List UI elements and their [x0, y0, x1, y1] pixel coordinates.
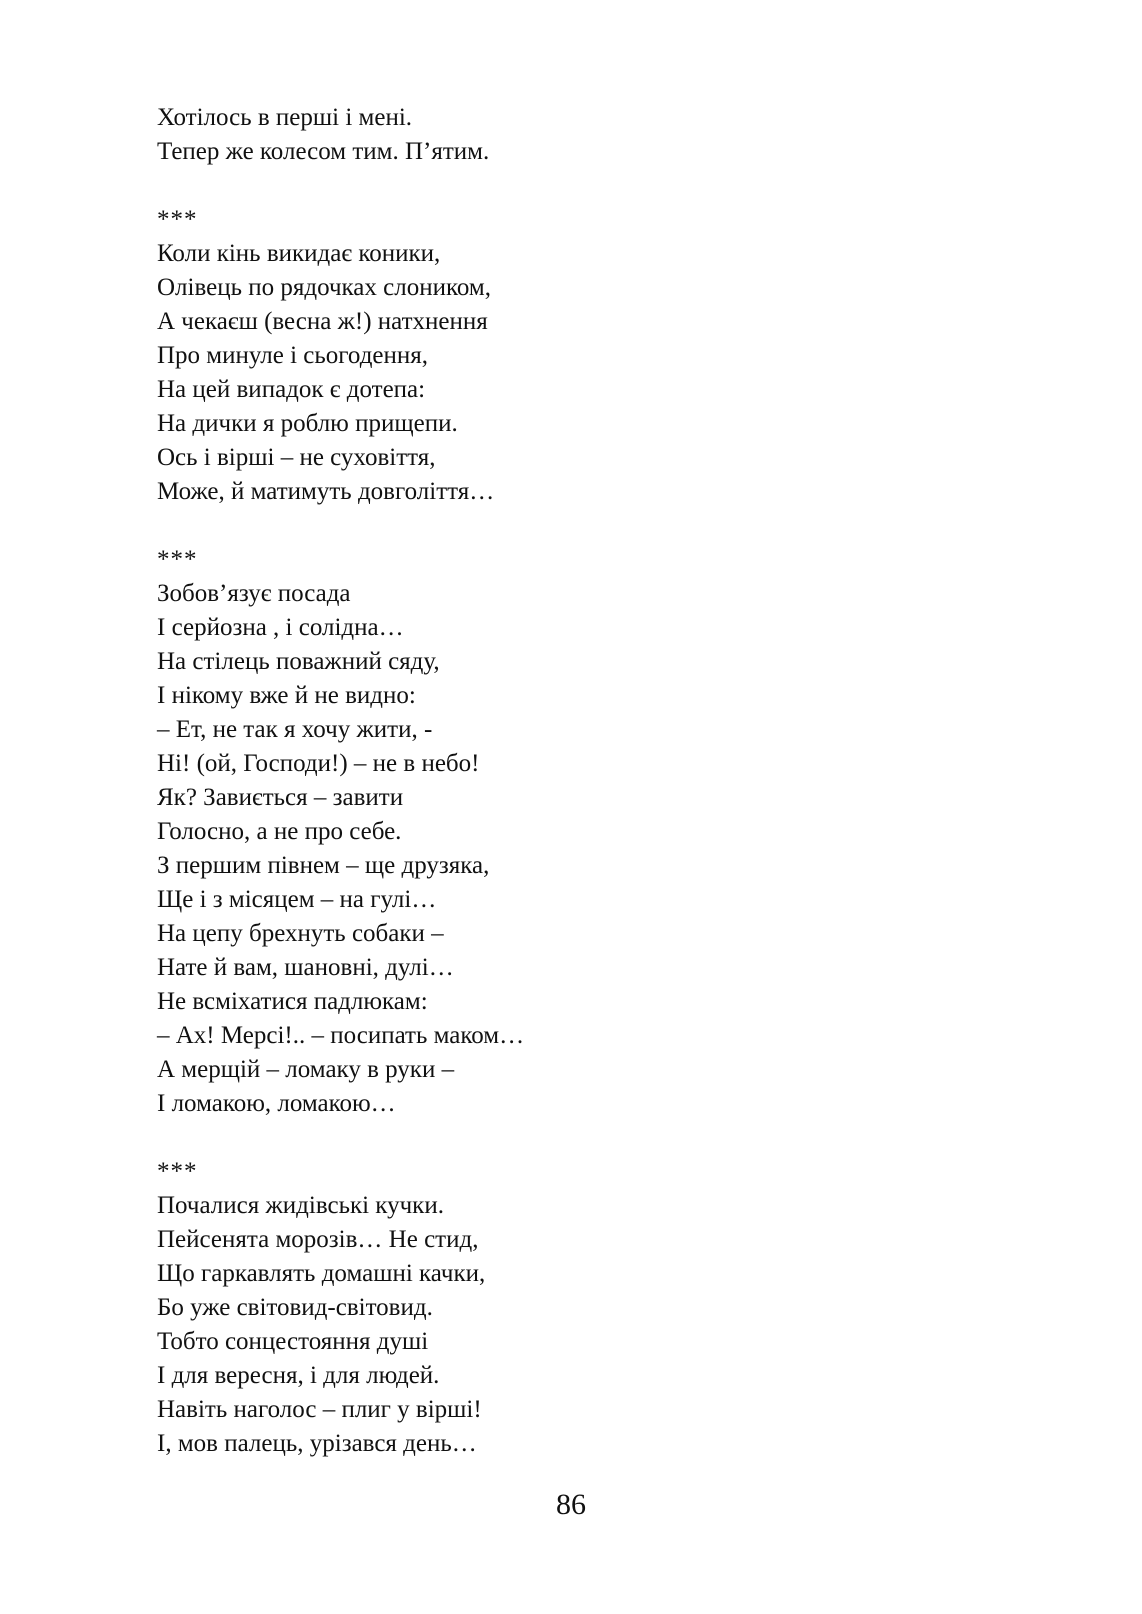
- poem-line: І нікому вже й не видно:: [157, 682, 416, 709]
- poem-line: І серйозна , і солідна…: [157, 614, 404, 641]
- poem-line: Тепер же колесом тим. П’ятим.: [157, 138, 490, 165]
- poem-line: – Ах! Мерсі!.. – посипать маком…: [157, 1022, 525, 1049]
- poem-kin-konyky: [157, 203, 1057, 509]
- poem-line: З першим півнем – ще друзяка,: [157, 852, 490, 879]
- poem-line: Як? Завиється – завити: [157, 784, 404, 811]
- poem-line: І ломакою, ломакою…: [157, 1090, 396, 1117]
- poem-line: Ось і вірші – не суховіття,: [157, 444, 436, 471]
- poem-line: Ще і з місяцем – на гулі…: [157, 886, 437, 913]
- poem-line: Нате й вам, шановні, дулі…: [157, 954, 454, 981]
- poem-line: Пейсенята морозів… Не стид,: [157, 1226, 479, 1253]
- poem-line: Може, й матимуть довголіття…: [157, 478, 495, 505]
- poem-kuchky: [157, 1155, 1057, 1461]
- poem-line: Хотілось в перші і мені.: [157, 104, 413, 131]
- poem-separator: ***: [157, 1158, 198, 1185]
- poem-line: А мерщій – ломаку в руки –: [157, 1056, 455, 1083]
- poem-line: Що гаркавлять домашні качки,: [157, 1260, 486, 1287]
- poem-line: На цей випадок є дотепа:: [157, 376, 426, 403]
- poem-line: І для вересня, і для людей.: [157, 1362, 440, 1389]
- poem-separator: ***: [157, 546, 198, 573]
- poem-line: Не всміхатися падлюкам:: [157, 988, 428, 1015]
- poem-line: А чекаєш (весна ж!) натхнення: [157, 308, 488, 335]
- poem-line: Коли кінь викидає коники,: [157, 240, 441, 267]
- poem-line: Олівець по рядочках слоником,: [157, 274, 491, 301]
- poem-line: Навіть наголос – плиг у вірші!: [157, 1396, 482, 1423]
- poem-posada: [157, 543, 1057, 1121]
- poem-line: Голосно, а не про себе.: [157, 818, 402, 845]
- poem-line: І, мов палець, урізався день…: [157, 1430, 477, 1457]
- poem-line: На дички я роблю прищепи.: [157, 410, 458, 437]
- poem-line: Про минуле і сьогодення,: [157, 342, 429, 369]
- poem-line: Почалися жидівські кучки.: [157, 1192, 444, 1219]
- page-number: 86: [556, 1488, 586, 1521]
- poem-line: На цепу брехнуть собаки –: [157, 920, 444, 947]
- poem-line: Зобов’язує посада: [157, 580, 351, 607]
- poem-separator: ***: [157, 206, 198, 233]
- poem-line: Бо уже світовид-світовид.: [157, 1294, 433, 1321]
- poem-line: Тобто сонцестояння душі: [157, 1328, 429, 1355]
- poem-line: На стілець поважний сяду,: [157, 648, 440, 675]
- poem-fragment-continuation: [157, 101, 1057, 169]
- poem-line: Ні! (ой, Господи!) – не в небо!: [157, 750, 480, 777]
- poem-line: – Ет, не так я хочу жити, -: [157, 716, 433, 743]
- page-body: [157, 101, 1057, 1461]
